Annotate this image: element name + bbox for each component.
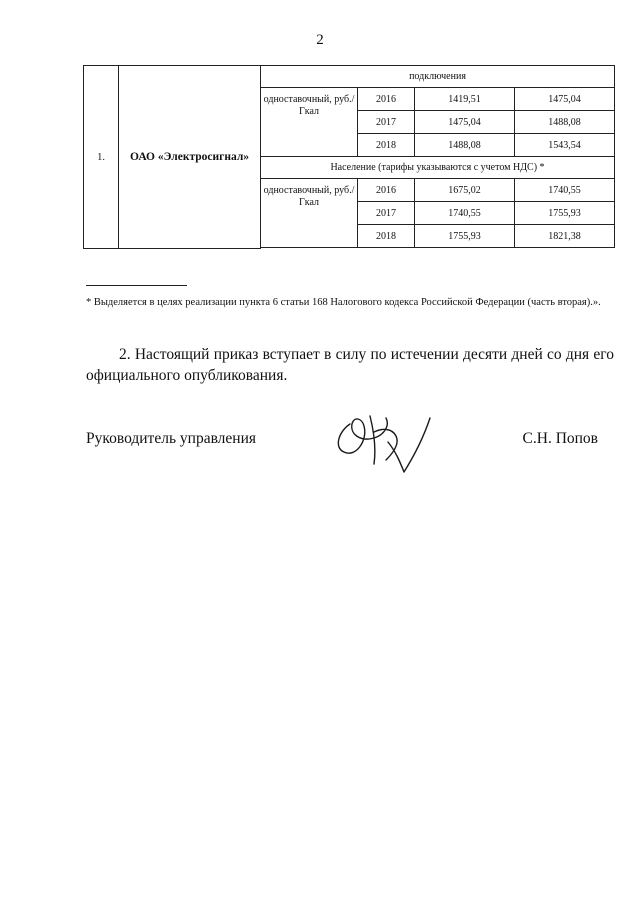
organization-name: ОАО «Электросигнал» [119, 66, 261, 249]
year-cell: 2018 [358, 134, 415, 157]
tariff-second-half: 1821,38 [515, 225, 615, 248]
tariff-first-half: 1675,02 [415, 179, 515, 202]
year-cell: 2018 [358, 225, 415, 248]
page-number: 2 [316, 32, 324, 48]
tariff-table [83, 65, 615, 249]
row-number: 1. [84, 66, 119, 249]
footnote-separator [86, 285, 187, 286]
tariff-second-half: 1740,55 [515, 179, 615, 202]
tariff-second-half: 1543,54 [515, 134, 615, 157]
signatory-name: С.Н. Попов [522, 430, 598, 447]
section-title: подключения [261, 66, 615, 88]
unit-label: одноставочный, руб./Гкал [261, 88, 358, 157]
order-paragraph: 2. Настоящий приказ вступает в силу по истечении десяти дней со дня его официального опубликования. [86, 346, 614, 384]
tariff-first-half: 1740,55 [415, 202, 515, 225]
tariff-second-half: 1488,08 [515, 111, 615, 134]
year-cell: 2017 [358, 202, 415, 225]
signatory-title: Руководитель управления [86, 430, 257, 447]
tariff-second-half: 1475,04 [515, 88, 615, 111]
tariff-first-half: 1488,08 [415, 134, 515, 157]
tariff-second-half: 1755,93 [515, 202, 615, 225]
tariff-first-half: 1755,93 [415, 225, 515, 248]
section-title: Население (тарифы указываются с учетом НДС) * [261, 157, 615, 179]
year-cell: 2017 [358, 111, 415, 134]
tariff-first-half: 1475,04 [415, 111, 515, 134]
unit-label: одноставочный, руб./Гкал [261, 179, 358, 248]
footnote: * Выделяется в целях реализации пункта 6 статьи 168 Налогового кодекса Российской Федерации (часть вторая).». [86, 297, 601, 308]
year-cell: 2016 [358, 179, 415, 202]
year-cell: 2016 [358, 88, 415, 111]
tariff-first-half: 1419,51 [415, 88, 515, 111]
handwritten-signature [330, 402, 435, 480]
